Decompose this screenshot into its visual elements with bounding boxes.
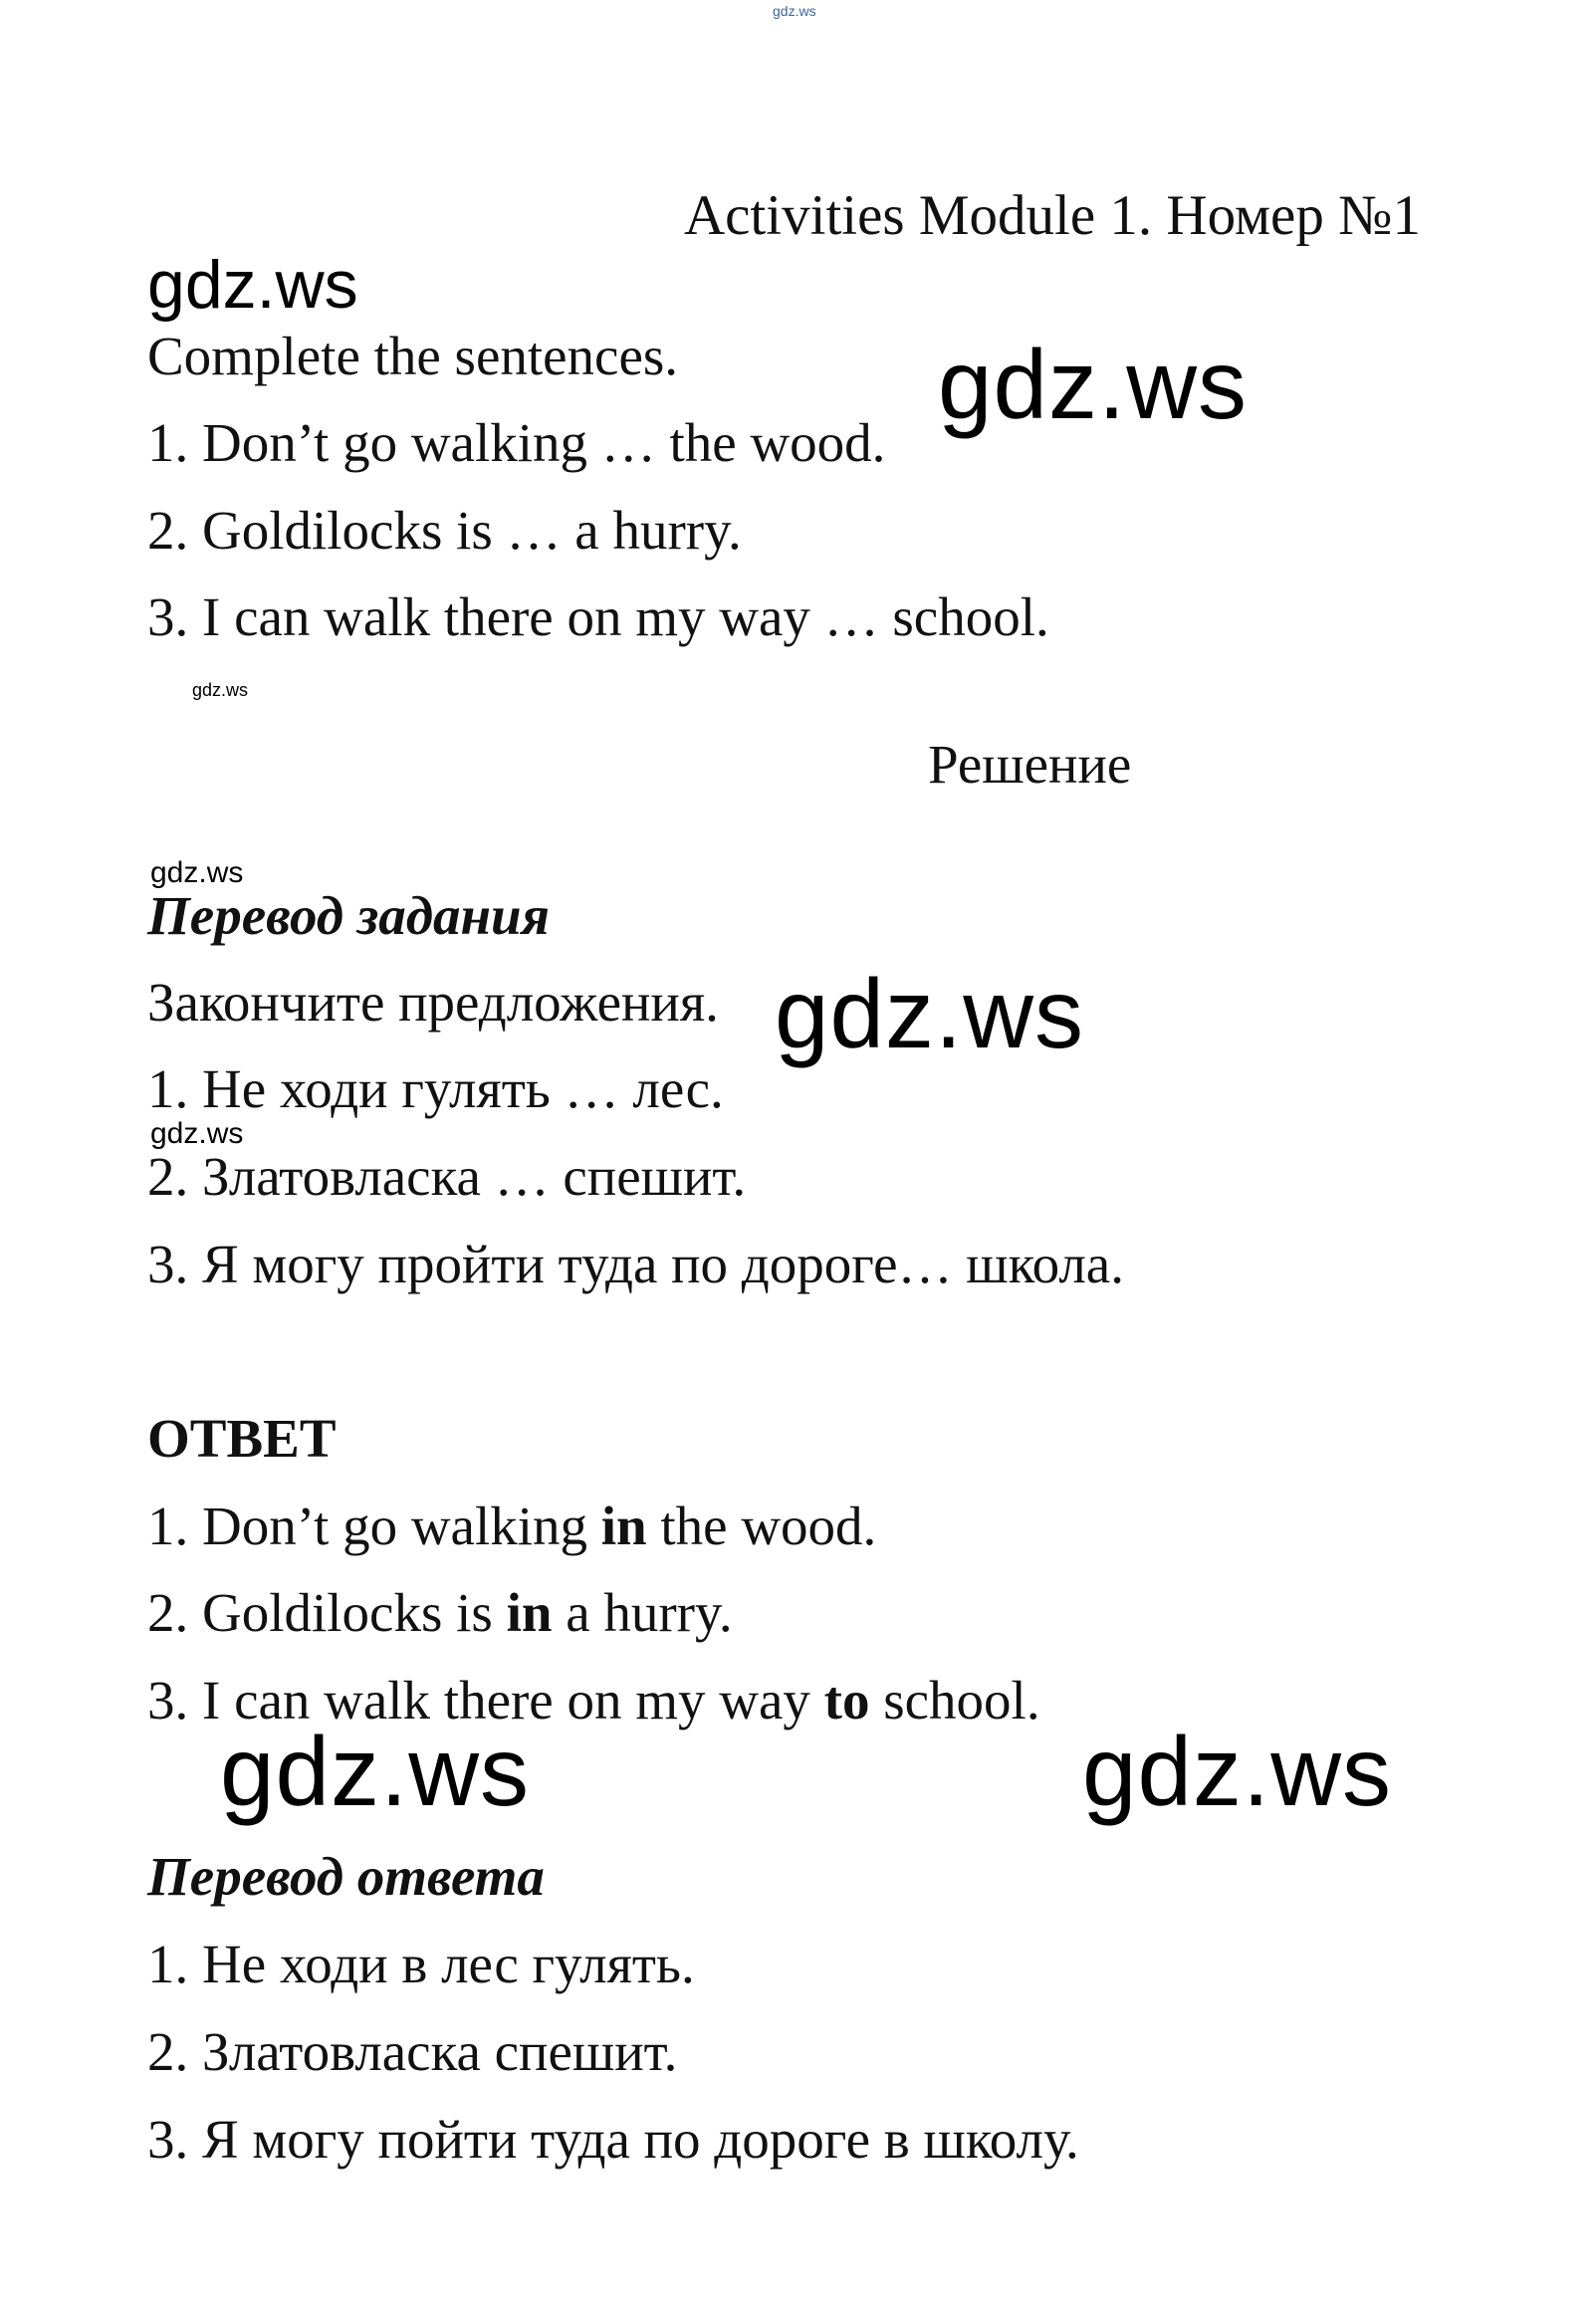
watermark-small-left: gdz.ws [147, 247, 358, 323]
watermark-translation: gdz.ws [150, 856, 244, 889]
task-item-3: 3. I can walk there on my way … school. [147, 586, 1049, 647]
answer-item-2-after: a hurry. [552, 1582, 733, 1643]
translation-task-item-3: 3. Я могу пройти туда по дороге… школа. [147, 1234, 1124, 1294]
watermark-center: gdz.ws [775, 959, 1085, 1068]
translation-answer-item-3: 3. Я могу пойти туда по дороге в школу. [147, 2109, 1079, 2170]
answer-item-1 [147, 1496, 877, 1556]
top-watermark: gdz.ws [773, 3, 816, 19]
task-item-2: 2. Goldilocks is … a hurry. [147, 500, 742, 561]
answer-heading: ОТВЕТ [147, 1408, 337, 1469]
answer-item-1-before: 1. Don’t go walking [147, 1496, 601, 1556]
translation-task-item-1: 1. Не ходи гулять … лес. [147, 1058, 724, 1119]
answer-item-3-after: school. [869, 1670, 1040, 1730]
answer-item-3-before: 3. I can walk there on my way [147, 1670, 824, 1730]
answer-item-2-before: 2. Goldilocks is [147, 1582, 507, 1643]
task-item-1: 1. Don’t go walking … the wood. [147, 412, 886, 473]
answer-item-3-answer: to [823, 1670, 870, 1730]
watermark-bottom-left: gdz.ws [220, 1717, 531, 1826]
watermark-list: gdz.ws [150, 1117, 244, 1150]
answer-item-1-answer: in [600, 1496, 647, 1556]
page-title: Activities Module 1. Номер №1 [683, 184, 1421, 247]
translation-answer-item-1: 1. Не ходи в лес гулять. [147, 1934, 695, 1994]
translation-task-item-2: 2. Златовласка … спешит. [147, 1146, 747, 1207]
answer-item-2 [147, 1582, 733, 1643]
answer-item-2-answer: in [506, 1582, 553, 1643]
answer-item-1-after: the wood. [646, 1496, 877, 1556]
watermark-large-right: gdz.ws [938, 330, 1249, 439]
watermark-tiny: gdz.ws [192, 680, 249, 700]
translation-answer-item-2: 2. Златовласка спешит. [147, 2021, 678, 2082]
translation-answer-heading: Перевод ответа [147, 1846, 545, 1907]
watermark-bottom-right: gdz.ws [1082, 1717, 1393, 1826]
translation-task-text: Закончите предложения. [147, 972, 719, 1033]
task-instruction: Complete the sentences. [147, 326, 679, 386]
translation-task-heading: Перевод задания [147, 885, 550, 946]
solution-heading: Решение [928, 734, 1132, 795]
